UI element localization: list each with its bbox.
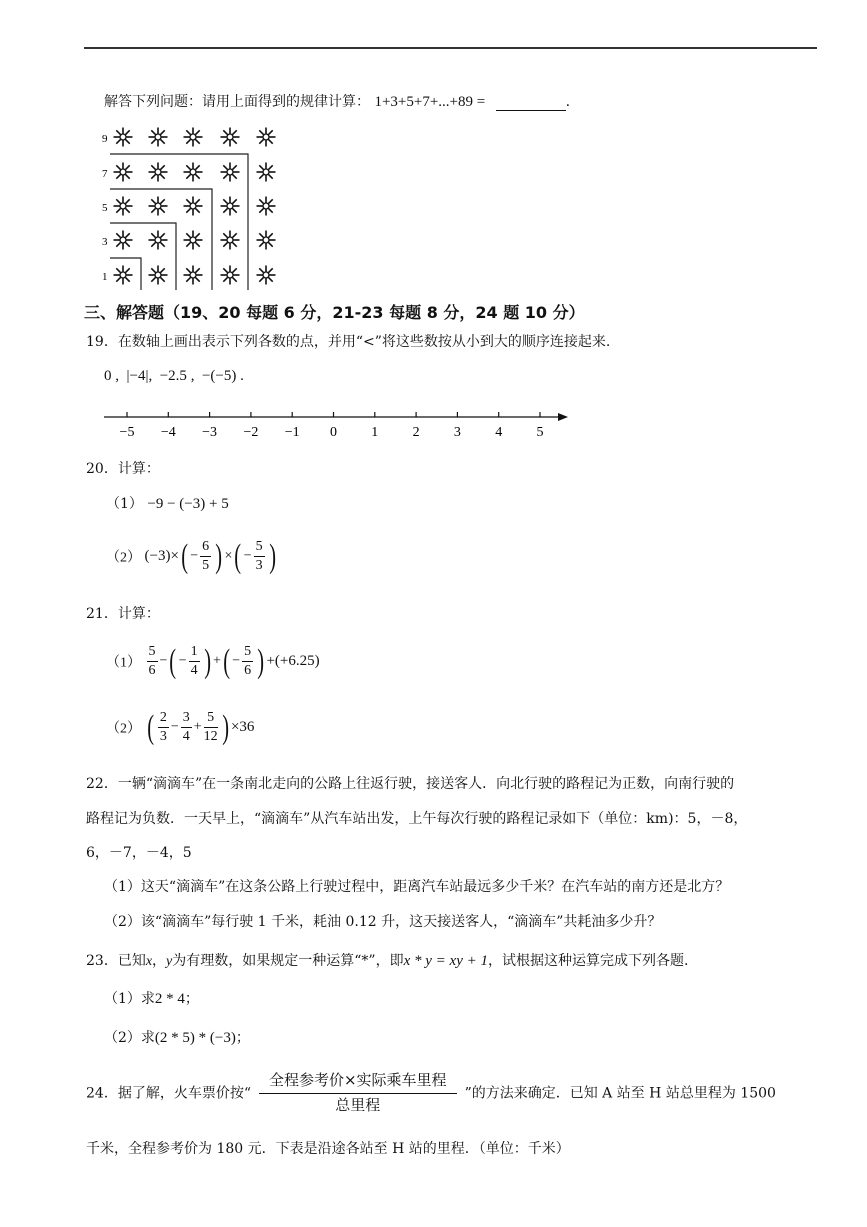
axis-tick-label: −4 xyxy=(160,425,176,440)
intro-line xyxy=(104,91,570,111)
q21-p2-frac1: $\frac{2}{3}$ xyxy=(159,710,167,744)
q21-part1: （1） $\frac{5}{6}$ −( − $\frac{1}{4}$ ) +( − $\frac{5}{6}$ ) +(+6.25) xyxy=(106,642,320,680)
q23-line1 xyxy=(86,950,688,970)
axis-tick-label: 3 xyxy=(453,425,461,440)
q21-part2: （2） ( $\frac{2}{3}$ − $\frac{3}{4}$ + $\frac{5}{12}$ ) ×36 xyxy=(106,708,255,746)
star-icon xyxy=(114,163,133,182)
q21-prompt xyxy=(86,603,160,623)
row-label: 7 xyxy=(102,168,108,180)
q23-sub2 xyxy=(104,1027,250,1047)
star-icon xyxy=(184,231,203,250)
intro-prefix: 解答下列问题：请用上面得到的规律计算： xyxy=(104,94,370,110)
number-line-svg xyxy=(100,405,575,445)
q23-sub2-end: ； xyxy=(235,1030,250,1046)
answer-blank xyxy=(496,94,566,111)
star-icon xyxy=(257,128,276,147)
q21-p1-frac1: $\frac{5}{6}$ xyxy=(148,644,156,678)
q23-sub1-end: ； xyxy=(184,991,199,1007)
q20-p2-a: (−3)× xyxy=(144,548,179,564)
q23-sub1-label: （1）求 xyxy=(104,991,155,1007)
divider-line xyxy=(110,223,176,290)
q22-sub1: （1）这天“滴滴车”在这条公路上行驶过程中，距离汽车站最远多少千米？在汽车站的南方还是北方？ xyxy=(104,879,730,895)
q23-sub2-label: （2）求 xyxy=(104,1030,155,1046)
row-label: 9 xyxy=(102,133,108,145)
star-icon xyxy=(114,231,133,250)
star-icon xyxy=(149,266,168,285)
q21-p1-label: （1） xyxy=(106,655,141,671)
q21-p2-tail: ×36 xyxy=(230,719,255,735)
q22-line1: 22．一辆“滴滴车”在一条南北走向的公路上往返行驶，接送客人．向北行驶的路程记为正数，向南行驶的 xyxy=(86,776,735,792)
star-icon xyxy=(221,197,240,216)
q20-prompt xyxy=(86,458,160,478)
q20-part2: （2） (−3)×( − $\frac{6}{5}$ ) ×( − $\frac{5}{3}$ ) xyxy=(106,537,276,575)
q19-text: 在数轴上画出表示下列各数的点，并用“<”将这些数按从小到大的顺序连接起来. xyxy=(117,334,611,350)
q23-y: y xyxy=(166,954,173,969)
axis-tick-label: 0 xyxy=(330,425,337,440)
q21-text: 计算： xyxy=(117,606,160,622)
star-figure xyxy=(100,122,285,290)
q20-p1-label: （1） xyxy=(106,496,143,512)
q21-p2-label: （2） xyxy=(106,721,141,737)
q23-b: ， xyxy=(152,953,167,969)
q20-p2-label: （2） xyxy=(106,550,141,566)
star-icon xyxy=(221,266,240,285)
star-icon xyxy=(184,197,203,216)
axis-tick-label: 5 xyxy=(536,425,544,440)
q24-prefix: 24．据了解，火车票价按“ xyxy=(86,1085,251,1102)
star-icon xyxy=(149,197,168,216)
star-icon xyxy=(149,163,168,182)
star-icon xyxy=(149,231,168,250)
axis-tick-label: −5 xyxy=(119,425,135,440)
q19-prompt xyxy=(86,331,610,351)
star-icon xyxy=(184,266,203,285)
star-icon xyxy=(114,197,133,216)
row-label: 5 xyxy=(102,202,108,214)
star-icon xyxy=(114,266,133,285)
row-label: 3 xyxy=(102,236,108,248)
intro-suffix: . xyxy=(565,94,571,110)
star-grid-svg xyxy=(100,122,285,290)
section-title: 三、解答题（19、20 每题 6 分，21-23 每题 8 分，24 题 10 分） xyxy=(84,303,585,322)
q23-sub1 xyxy=(104,988,199,1008)
q23-a: 23．已知 xyxy=(86,953,146,969)
q19-num-1: |−4| xyxy=(126,368,149,384)
star-icon xyxy=(184,163,203,182)
q22-sub2: （2）该“滴滴车”每行驶 1 千米，耗油 0.12 升，这天接送客人，“滴滴车”共耗油多少升？ xyxy=(104,914,662,930)
star-icon xyxy=(257,163,276,182)
star-icon xyxy=(257,231,276,250)
star-icon xyxy=(184,128,203,147)
q23-sub1-expr: 2 * 4 xyxy=(154,991,185,1007)
axis-tick-label: −3 xyxy=(202,425,218,440)
q21-number: 21． xyxy=(86,606,118,622)
row-label: 1 xyxy=(102,271,108,283)
q20-text: 计算： xyxy=(117,461,160,477)
q24-line1 xyxy=(86,1069,776,1116)
star-icon xyxy=(221,128,240,147)
axis-tick-label: 4 xyxy=(495,425,503,440)
star-icon xyxy=(221,163,240,182)
header-rule xyxy=(84,47,817,49)
axis-tick-label: 2 xyxy=(412,425,420,440)
q20-frac-b: $\frac{6}{5}$ xyxy=(202,539,210,573)
q20-frac-c: $\frac{5}{3}$ xyxy=(255,539,263,573)
q19-number: 19． xyxy=(86,334,118,350)
q24-formula-den: 总里程 xyxy=(335,1096,381,1114)
q19-numbers: 0 , |−4|, −2.5 , −(−5) . xyxy=(104,368,244,384)
q21-p1-frac2: $\frac{1}{4}$ xyxy=(190,644,198,678)
axis-tick-label: −1 xyxy=(284,425,300,440)
q24-suffix: ”的方法来确定．已知 A 站至 H 站总里程为 1500 xyxy=(464,1085,776,1102)
axis-arrow-icon xyxy=(558,413,568,421)
q23-rule: x * y = xy + 1 xyxy=(403,953,488,969)
q23-d: ，试根据这种运算完成下列各题. xyxy=(487,953,689,969)
q19-num-2: −2.5 xyxy=(159,368,187,384)
intro-expression: 1+3+5+7+...+89 = xyxy=(374,94,486,110)
q19-num-0: 0 xyxy=(104,368,112,384)
q22-line2: 路程记为负数．一天早上，“滴滴车”从汽车站出发，上午每次行驶的路程记录如下（单位：km)：5，－8， xyxy=(86,811,748,827)
q23-c: 为有理数，如果规定一种运算“*”，即 xyxy=(172,953,404,969)
q22-line3: 6，－7，－4，5 xyxy=(86,845,192,861)
q21-p2-frac2: $\frac{3}{4}$ xyxy=(182,710,190,744)
q20-number: 20． xyxy=(86,461,118,477)
star-icon xyxy=(149,128,168,147)
axis-tick-label: 1 xyxy=(371,425,379,440)
q23-x: x xyxy=(145,954,153,969)
q21-p2-frac3: $\frac{5}{12}$ xyxy=(203,710,218,744)
star-icon xyxy=(114,128,133,147)
q21-p1-tail: +(+6.25) xyxy=(266,653,320,669)
q20-part1 xyxy=(106,493,229,513)
star-icon xyxy=(257,266,276,285)
axis-tick-label: −2 xyxy=(243,425,259,440)
star-icon xyxy=(257,197,276,216)
q23-sub2-expr: (2 * 5) * (−3) xyxy=(154,1030,236,1046)
q24-formula xyxy=(259,1069,457,1116)
q24-line2: 千米，全程参考价为 180 元．下表是沿途各站至 H 站的里程．（单位：千米） xyxy=(86,1141,570,1157)
star-icon xyxy=(221,231,240,250)
q24-formula-num: 全程参考价×实际乘车里程 xyxy=(259,1069,457,1094)
q21-p1-frac3: $\frac{5}{6}$ xyxy=(244,644,252,678)
q20-p1-expr: −9 − (−3) + 5 xyxy=(147,496,229,512)
q19-num-3: −(−5) xyxy=(201,368,237,384)
number-line xyxy=(100,405,575,449)
